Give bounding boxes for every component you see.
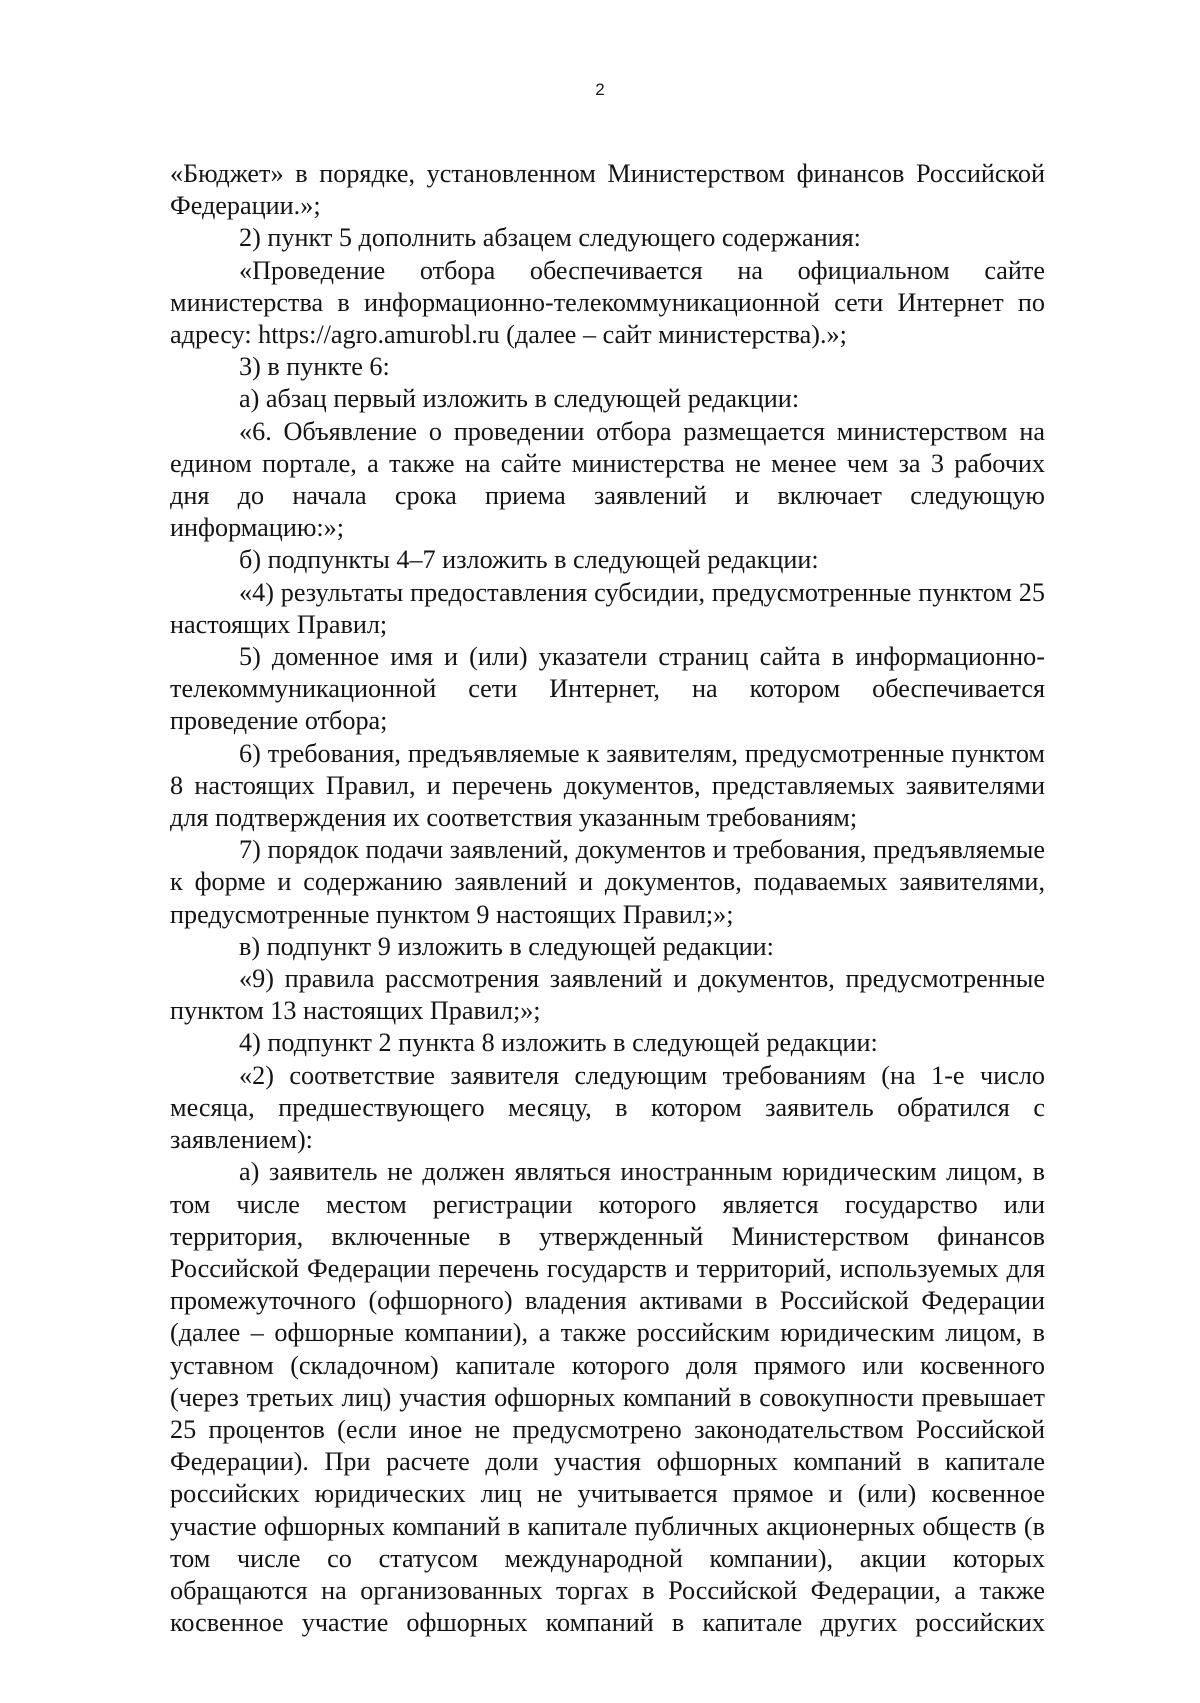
paragraph-subitem-5: 5) доменное имя и (или) указатели страниц сайта в информационно-телекоммуникационной сети Интернет, на котором обеспечивается проведение отбора; xyxy=(170,642,1045,736)
page-number: 2 xyxy=(595,80,605,99)
paragraph-announcement: «6. Объявление о проведении отбора размещается министерством на едином портале, а также на сайте министерства не менее чем за 3 рабочих дня до начала срока приема заявлений и включает следующую информацию:»; xyxy=(170,416,1045,543)
paragraph-requirements: «2) соответствие заявителя следующим требованиям (на 1-е число месяца, предшествующего месяцу, в котором заявитель обратился с заявлением): xyxy=(170,1060,1045,1155)
paragraph-sub-a: а) абзац первый изложить в следующей редакции: xyxy=(239,384,800,414)
paragraph-subitem-9: «9) правила рассмотрения заявлений и документов, предусмотренные пунктом 13 настоящих Правил;»; xyxy=(170,964,1045,1026)
paragraph-subitem-4: «4) результаты предоставления субсидии, предусмотренные пунктом 25 настоящих Правил; xyxy=(170,577,1045,639)
paragraph-sub-v: в) подпункт 9 изложить в следующей редакции: xyxy=(239,931,774,961)
paragraph-offshore: а) заявитель не должен являться иностранным юридическим лицом, в том числе местом регистрации которого является государство или территория, включенные в утвержденный Министерством финансов Российской Федерации перечень государств и территорий, используемых для промежуточного (офшорного) владения активами в Российской Федерации (далее – офшорные компании), а также российским юридическим лицом, в уставном (складочном) капитале которого доля прямого или косвенного (через третьих лиц) участия офшорных компаний в совокупности превышает 25 процентов (если иное не предусмотрено законодательством Российской Федерации). При расчете доли участия офшорных компаний в капитале российских юридических лиц не учитывается прямое и (или) косвенное участие офшорных компаний в капитале публичных акционерных обществ (в том числе со статусом международной компании), акции которых обращаются на организованных торгах в Российской Федерации, а также косвенное участие офшорных компаний в капитале других российских xyxy=(170,1157,1045,1638)
document-body xyxy=(170,158,1045,1639)
paragraph-subitem-6: 6) требования, предъявляемые к заявителям, предусмотренные пунктом 8 настоящих Правил, и перечень документов, представляемых заявителями для подтверждения их соответствия указанным требованиям; xyxy=(170,738,1045,833)
paragraph-budget-continuation: «Бюджет» в порядке, установленном Министерством финансов Российской Федерации.»; xyxy=(170,159,1045,221)
paragraph-sub-b: б) подпункты 4–7 изложить в следующей редакции: xyxy=(239,545,819,575)
paragraph-item-4: 4) подпункт 2 пункта 8 изложить в следующей редакции: xyxy=(239,1028,878,1058)
paragraph-selection-site: «Проведение отбора обеспечивается на официальном сайте министерства в информационно-телекоммуникационной сети Интернет по адресу: https://agro.amurobl.ru (далее – сайт министерства).»; xyxy=(170,255,1045,350)
paragraph-item-2: 2) пункт 5 дополнить абзацем следующего содержания: xyxy=(239,223,861,253)
paragraph-subitem-7: 7) порядок подачи заявлений, документов и требования, предъявляемые к форме и содержанию заявлений и документов, подаваемых заявителями, предусмотренные пунктом 9 настоящих Правил;»; xyxy=(170,835,1045,929)
paragraph-item-3: 3) в пункте 6: xyxy=(239,352,390,382)
